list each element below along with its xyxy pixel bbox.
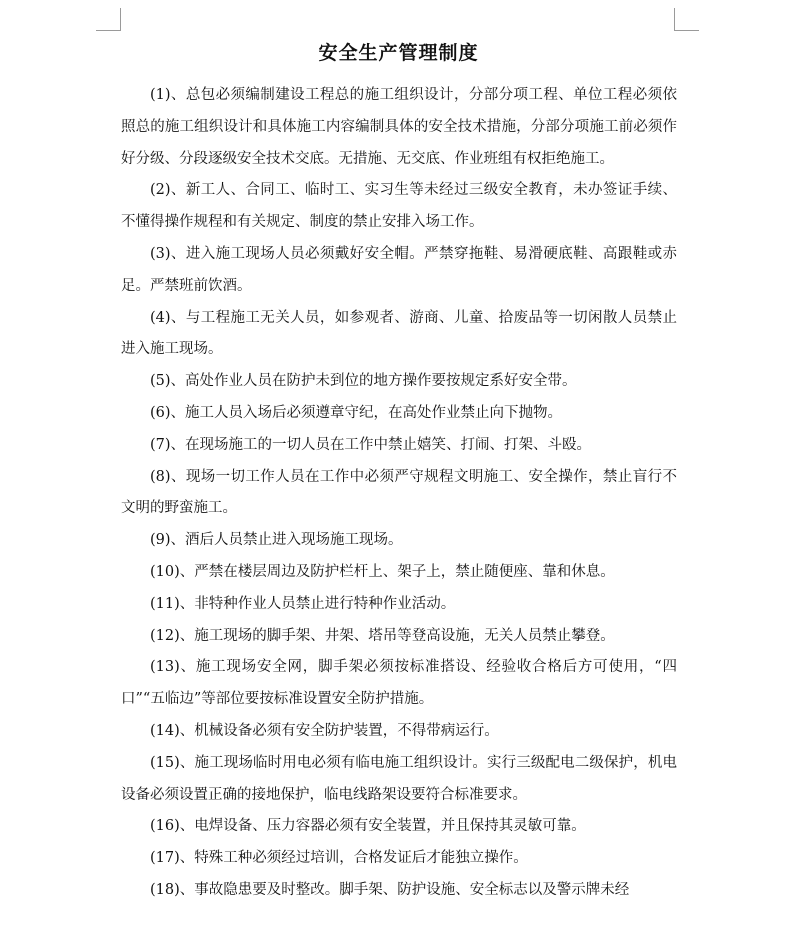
paragraph-18: (18)、事故隐患要及时整改。脚手架、防护设施、安全标志以及警示牌未经 (150, 881, 630, 898)
paragraph-16: (16)、电焊设备、压力容器必须有安全装置，并且保持其灵敏可靠。 (150, 818, 586, 835)
margin-corner-mark-right (674, 8, 699, 31)
paragraph-2: (2)、新工人、合同工、临时工、实习生等未经过三级安全教育，未办签证手续、不懂得操作规程和有关规定、制度的禁止安排入场工作。 (121, 182, 677, 231)
paragraph-11: (11)、非特种作业人员禁止进行特种作业活动。 (150, 595, 456, 612)
paragraph-4: (4)、与工程施工无关人员，如参观者、游商、儿童、拾废品等一切闲散人员禁止进入施工现场。 (121, 309, 677, 358)
paragraph-5: (5)、高处作业人员在防护未到位的地方操作要按规定系好安全带。 (150, 373, 577, 390)
paragraph-3: (3)、进入施工现场人员必须戴好安全帽。严禁穿拖鞋、易滑硬底鞋、高跟鞋或赤足。严禁班前饮酒。 (121, 245, 677, 294)
document-body (121, 80, 677, 907)
margin-corner-mark-left (96, 8, 121, 31)
paragraph-12: (12)、施工现场的脚手架、井架、塔吊等登高设施，无关人员禁止攀登。 (150, 627, 615, 644)
paragraph-8: (8)、现场一切工作人员在工作中必须严守规程文明施工、安全操作，禁止盲行不文明的野蛮施工。 (121, 468, 677, 517)
paragraph-10: (10)、严禁在楼层周边及防护栏杆上、架子上，禁止随便座、靠和休息。 (150, 563, 615, 580)
document-title: 安全生产管理制度 (318, 42, 479, 64)
paragraph-6: (6)、施工人员入场后必须遵章守纪，在高处作业禁止向下抛物。 (150, 404, 563, 421)
paragraph-13: (13)、施工现场安全网，脚手架必须按标准搭设、经验收合格后方可使用，“四口”“五临边”等部位要按标准设置安全防护措施。 (121, 659, 677, 708)
paragraph-7: (7)、在现场施工的一切人员在工作中禁止嬉笑、打闹、打架、斗殴。 (150, 436, 592, 453)
paragraph-15: (15)、施工现场临时用电必须有临电施工组织设计。实行三级配电二级保护，机电设备必须设置正确的接地保护，临电线路架设要符合标准要求。 (121, 754, 677, 803)
paragraph-1: (1)、总包必须编制建设工程总的施工组织设计，分部分项工程、单位工程必须依照总的施工组织设计和具体施工内容编制具体的安全技术措施，分部分项施工前必须作好分级、分段逐级安全技术交底。无措施、无交底、作业班组有权拒绝施工。 (121, 87, 677, 167)
paragraph-14: (14)、机械设备必须有安全防护装置，不得带病运行。 (150, 722, 499, 739)
paragraph-17: (17)、特殊工种必须经过培训，合格发证后才能独立操作。 (150, 850, 528, 867)
paragraph-9: (9)、酒后人员禁止进入现场施工现场。 (150, 532, 403, 549)
